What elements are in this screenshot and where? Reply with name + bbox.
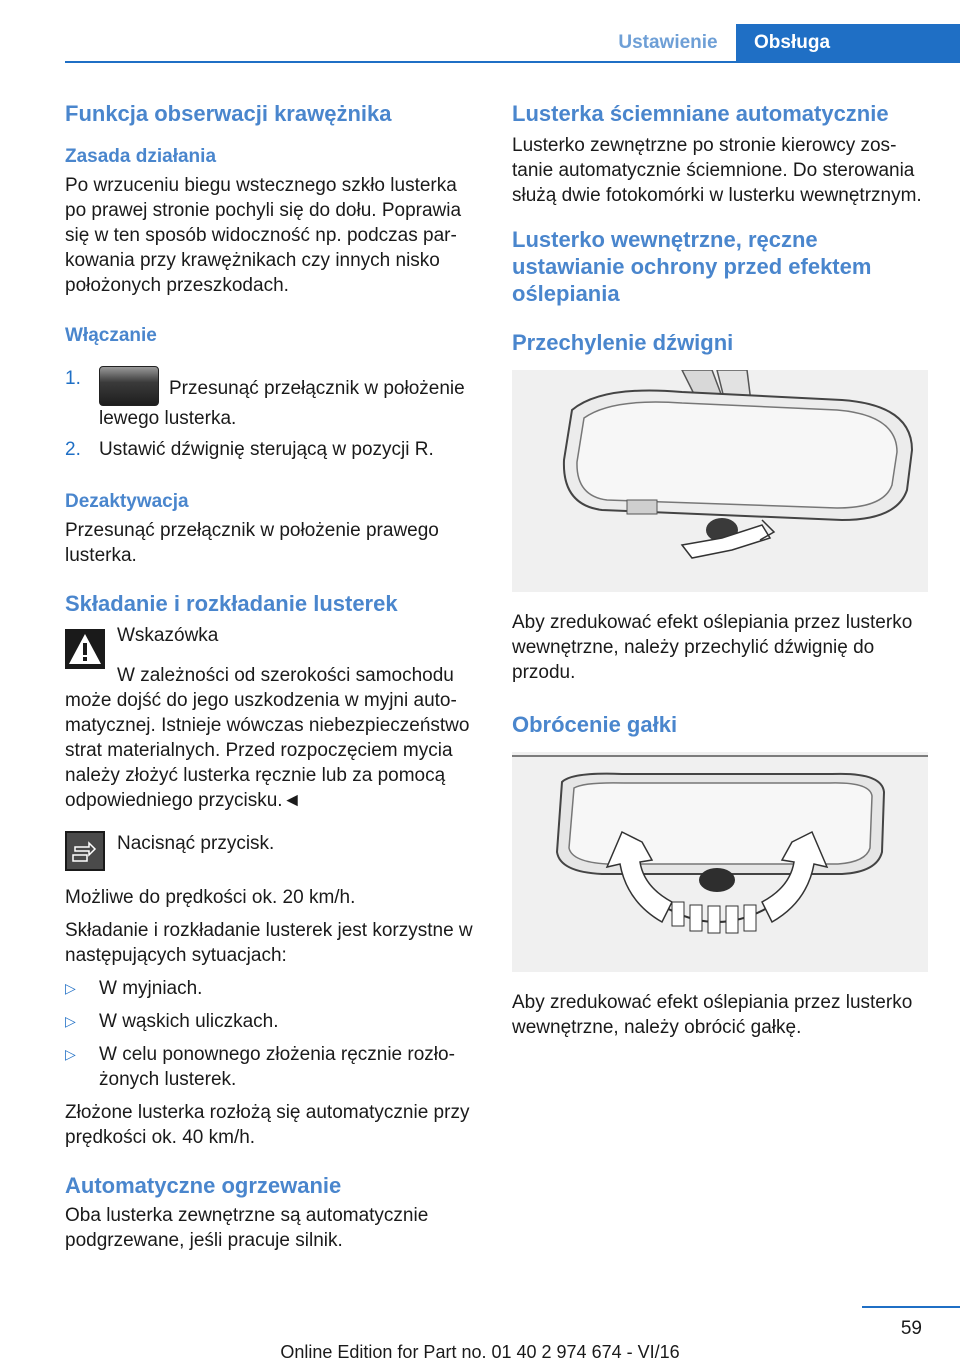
disable-text: Przesunąć przełącznik w położenie prawego lusterka. xyxy=(65,520,439,566)
tab-ustawienie[interactable]: Ustawienie xyxy=(618,32,718,53)
section-title-autodim: Lusterka ściemniane automatycznie xyxy=(512,101,889,126)
auto-unfold-text: Złożone lusterka rozłożą się automatycznie przy prędkości ok. 40 km/h. xyxy=(65,1102,470,1148)
tab-obsluga[interactable]: Obsługa xyxy=(736,24,960,63)
fold-button-row xyxy=(65,831,480,871)
footer-edition: Online Edition for Part no. 01 40 2 974 674 - VI/16 xyxy=(280,1342,680,1362)
left-column xyxy=(65,100,480,1253)
warning-block xyxy=(65,623,480,813)
list-item: ▷ W myjniach. xyxy=(65,978,203,999)
right-column xyxy=(512,100,930,1040)
mirror-lever-illustration xyxy=(512,370,928,592)
header-rule xyxy=(65,61,960,63)
subtitle-lever: Przechylenie dźwigni xyxy=(512,330,734,355)
subtitle-disable: Dezaktywacja xyxy=(65,491,189,512)
fold-button-text: Nacisnąć przycisk. xyxy=(117,833,275,854)
figure-lever-mirror xyxy=(512,370,928,592)
speed-text: Możliwe do prędkości ok. 20 km/h. xyxy=(65,887,356,908)
knob-caption: Aby zredukować efekt oślepiania przez lusterko wewnętrzne, należy obrócić gałkę. xyxy=(512,992,913,1038)
heating-text: Oba lusterka zewnętrzne są automatycznie podgrzewane, jeśli pracuje silnik. xyxy=(65,1205,429,1251)
fold-button-icon xyxy=(65,831,105,871)
list-item: ▷ W wąskich uliczkach. xyxy=(65,1011,279,1032)
lever-caption: Aby zredukować efekt oślepiania przez lusterko wewnętrzne, należy przechylić dźwignię do przodu. xyxy=(512,612,913,683)
situations-list xyxy=(65,976,480,1092)
page-number: 59 xyxy=(900,1318,922,1339)
autodim-text: Lusterko zewnętrzne po stronie kierowcy zostanie automatycznie ściemnione. Do sterowania służą dwie fotokomórki w lusterku wewnętrznym. xyxy=(512,135,922,206)
section-title-manual-dim: Lusterko wewnętrzne, ręczne ustawianie ochrony przed efektem oślepiania xyxy=(512,227,872,306)
section-title-heating: Automatyczne ogrzewanie xyxy=(65,1173,342,1198)
principle-text: Po wrzuceniu biegu wstecznego szkło lusterka po prawej stronie pochyli się do dołu. Poprawia się w ten sposób widoczność np. podczas parkowania przy krawężnikach czy innych nisko położonych przeszkodach. xyxy=(65,175,462,296)
warning-label: Wskazówka xyxy=(117,625,219,646)
list-item: ▷ W celu ponownego złożenia ręcznie rozłożonych lusterek. xyxy=(65,1044,455,1090)
subtitle-principle: Zasada działania xyxy=(65,146,217,167)
list-item: 1. Przesunąć przełącznik w położenie lewego lusterka. xyxy=(65,368,465,429)
enable-steps xyxy=(65,366,480,462)
section-title-folding: Składanie i rozkładanie lusterek xyxy=(65,591,398,616)
mirror-knob-illustration xyxy=(512,752,928,972)
list-item: 2. Ustawić dźwignię sterującą w pozycji R. xyxy=(65,439,434,460)
subtitle-knob: Obrócenie gałki xyxy=(512,712,678,737)
warning-icon xyxy=(65,629,105,669)
warning-text: W zależności od szerokości samochodu może dojść do jego uszkodzenia w myjni automatycznej. Istnieje wówczas niebezpieczeństwo strat materialnych. Przed rozpoczęciem mycia należy złożyć lusterka ręcznie lub za pomocą odpowiedniego przycisku.◄ xyxy=(65,665,470,811)
mirror-switch-icon xyxy=(99,366,159,406)
section-title-curb-monitor: Funkcja obserwacji krawężnika xyxy=(65,101,392,126)
useful-text: Składanie i rozkładanie lusterek jest korzystne w następujących sytuacjach: xyxy=(65,920,473,966)
figure-knob-mirror xyxy=(512,752,928,972)
footer-rule xyxy=(862,1306,960,1308)
subtitle-enable: Włączanie xyxy=(65,325,157,346)
